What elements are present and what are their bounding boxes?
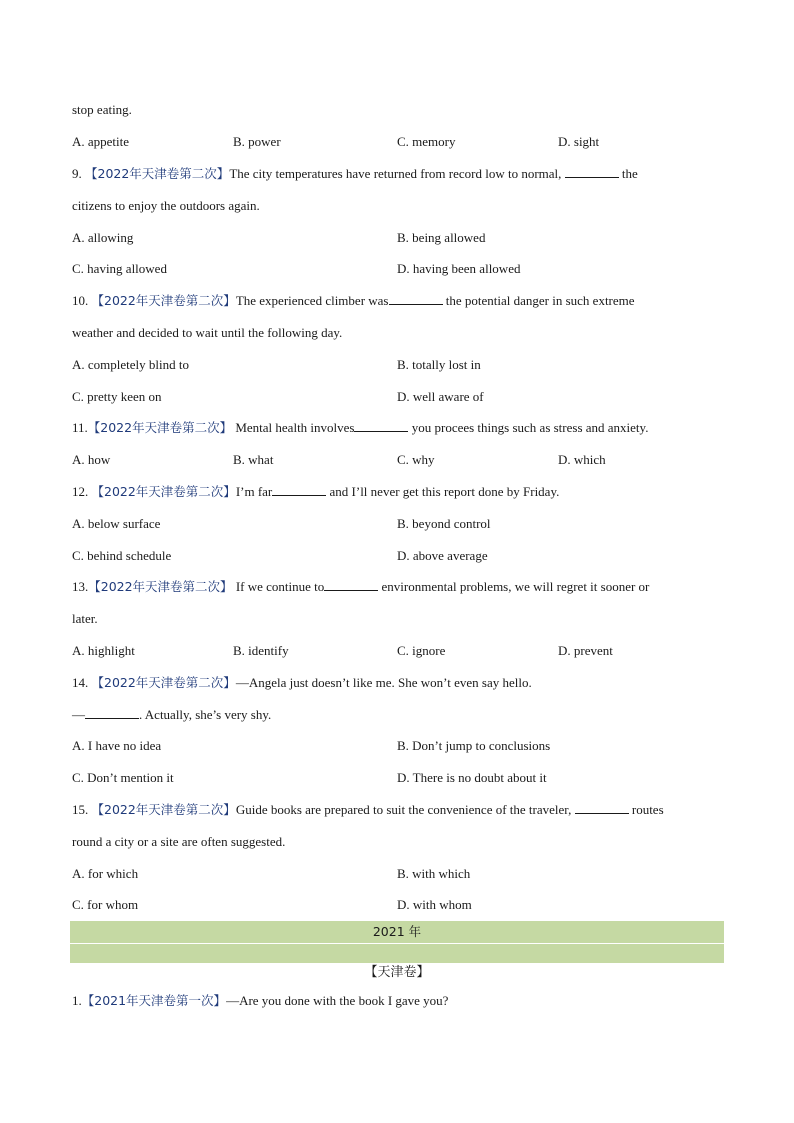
year-band-label: 2021 年 xyxy=(372,924,422,939)
q14-text-b: . Actually, she’s very shy. xyxy=(139,707,272,722)
q14-option-a: A. I have no idea xyxy=(72,738,162,753)
year-band-lower xyxy=(70,944,724,963)
q10-source: 【2022年天津卷第二次】 xyxy=(91,293,236,308)
q14-stem-line2 xyxy=(72,706,271,724)
q9-option-a: A. allowing xyxy=(72,230,134,245)
q8-option-d: D. sight xyxy=(558,134,600,149)
q15-option-b: B. with which xyxy=(397,866,471,881)
q11-option-d: D. which xyxy=(558,452,606,467)
q14-stem xyxy=(72,674,532,692)
q9-text-b: the xyxy=(618,166,638,181)
q8-option-a: A. appetite xyxy=(72,134,130,149)
q10-number: 10. xyxy=(72,293,92,308)
q13-option-d: D. prevent xyxy=(558,643,613,658)
q11-source: 【2022年天津卷第二次】 xyxy=(87,420,233,435)
q15-stem xyxy=(72,801,664,819)
q10-blank xyxy=(389,292,443,305)
q10-stem xyxy=(72,292,635,310)
q1-source: 【2021年天津卷第一次】 xyxy=(81,993,227,1008)
q10-option-c: C. pretty keen on xyxy=(72,389,162,404)
q13-stem xyxy=(72,578,649,596)
q12-option-b: B. beyond control xyxy=(397,516,491,531)
q15-stem-line2: round a city or a site are often suggested. xyxy=(72,834,286,849)
q13-option-a: A. highlight xyxy=(72,643,135,658)
q15-blank xyxy=(575,801,629,814)
q13-option-b: B. identify xyxy=(233,643,289,658)
q12-blank xyxy=(272,483,326,496)
q12-option-c: C. behind schedule xyxy=(72,548,172,563)
q15-text-a: Guide books are prepared to suit the convenience of the traveler, xyxy=(235,802,575,817)
q1-number: 1. xyxy=(72,993,82,1008)
q15-text-b: routes xyxy=(628,802,664,817)
q11-text-b: you procees things such as stress and anxiety. xyxy=(408,420,649,435)
q14-option-c: C. Don’t mention it xyxy=(72,770,174,785)
q1-stem xyxy=(72,992,448,1010)
q13-number: 13. xyxy=(72,579,89,594)
q15-source: 【2022年天津卷第二次】 xyxy=(91,802,236,817)
q15-option-c: C. for whom xyxy=(72,897,139,912)
q13-option-c: C. ignore xyxy=(397,643,446,658)
q8-option-c: C. memory xyxy=(397,134,456,149)
q13-stem-line2: later. xyxy=(72,611,98,626)
q13-blank xyxy=(324,578,378,591)
q11-number: 11. xyxy=(72,420,88,435)
q9-text-a: The city temperatures have returned from record low to normal, xyxy=(229,166,565,181)
q14-option-d: D. There is no doubt about it xyxy=(397,770,547,785)
q15-number: 15. xyxy=(72,802,92,817)
q12-source: 【2022年天津卷第二次】 xyxy=(91,484,236,499)
q13-text-a: If we continue to xyxy=(232,579,325,594)
q9-option-b: B. being allowed xyxy=(397,230,486,245)
q9-option-c: C. having allowed xyxy=(72,261,167,276)
q13-text-b: environmental problems, we will regret it sooner or xyxy=(378,579,650,594)
q14-blank xyxy=(85,706,139,719)
q10-option-b: B. totally lost in xyxy=(397,357,481,372)
q10-option-d: D. well aware of xyxy=(397,389,484,404)
q11-option-c: C. why xyxy=(397,452,435,467)
q12-text-b: and I’ll never get this report done by Friday. xyxy=(326,484,560,499)
q10-option-a: A. completely blind to xyxy=(72,357,189,372)
q12-stem xyxy=(72,483,559,501)
q8-text: stop eating. xyxy=(72,102,132,117)
q12-text-a: I’m far xyxy=(235,484,273,499)
q14-number: 14. xyxy=(72,675,92,690)
q11-text-a: Mental health involves xyxy=(232,420,355,435)
q9-option-d: D. having been allowed xyxy=(397,261,521,276)
q9-stem-line2: citizens to enjoy the outdoors again. xyxy=(72,198,260,213)
q14-text-a: —Angela just doesn’t like me. She won’t even say hello. xyxy=(235,675,532,690)
q10-text-a: The experienced climber was xyxy=(235,293,389,308)
q12-option-d: D. above average xyxy=(397,548,488,563)
q15-option-a: A. for which xyxy=(72,866,139,881)
q11-option-a: A. how xyxy=(72,452,111,467)
q1-text-a: —Are you done with the book I gave you? xyxy=(226,993,449,1008)
q9-source: 【2022年天津卷第二次】 xyxy=(85,166,230,181)
q14-dash: — xyxy=(72,707,85,722)
q11-stem xyxy=(72,419,648,437)
q11-option-b: B. what xyxy=(233,452,274,467)
q10-stem-line2: weather and decided to wait until the following day. xyxy=(72,325,343,340)
q13-source: 【2022年天津卷第二次】 xyxy=(88,579,233,594)
q14-source: 【2022年天津卷第二次】 xyxy=(91,675,236,690)
q12-number: 12. xyxy=(72,484,92,499)
q11-blank xyxy=(354,419,408,432)
q14-option-b: B. Don’t jump to conclusions xyxy=(397,738,551,753)
q9-number: 9. xyxy=(72,166,85,181)
q12-option-a: A. below surface xyxy=(72,516,161,531)
section-title: 【天津卷】 xyxy=(364,965,430,980)
q9-stem xyxy=(72,165,638,183)
q9-blank xyxy=(565,165,619,178)
q8-option-b: B. power xyxy=(233,134,281,149)
q10-text-b: the potential danger in such extreme xyxy=(442,293,635,308)
q15-option-d: D. with whom xyxy=(397,897,472,912)
